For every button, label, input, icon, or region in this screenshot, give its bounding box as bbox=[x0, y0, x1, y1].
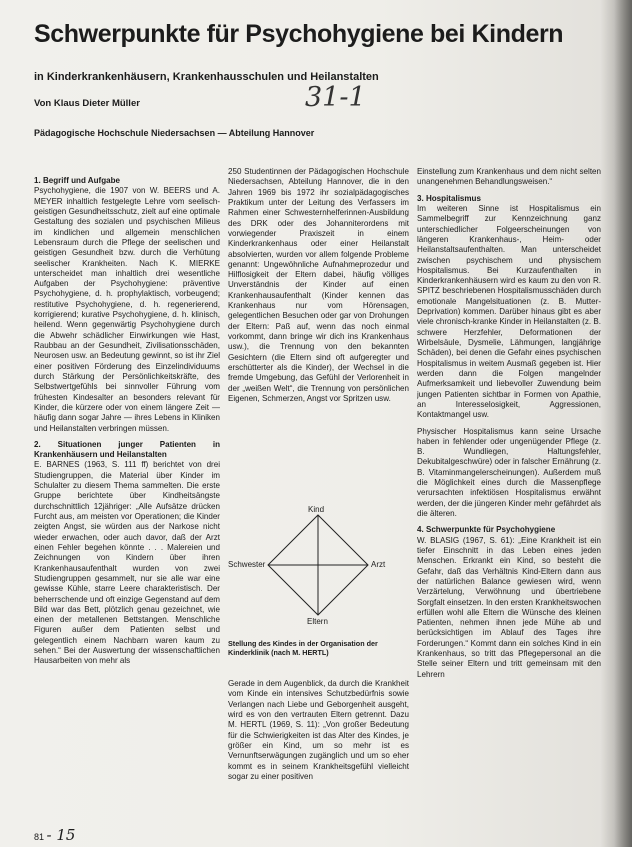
section-1-text: Psychohygiene, die 1907 von W. BEERS und A. MEYER inhaltlich festgelegte Lehre vom seelisch-geistigen Gesundheitsschutz, zielt auf eine optimale Gestaltung des sozialen und psychischen Milieus im kindlichen und allgemein menschlichen Lebensraum durch die Pflege der seelischen und geistigen Gesundheit bzw. durch die Verhütung seelischer Krankheiten. Nach K. MIERKE unterscheidet man inhaltlich drei wesentliche Aufgaben der Psychohygiene: präventive Psychohygiene, d. h. prophylaktisch, vorbeugend; restitutive Psychohygiene, d. h. regenerierend, korrigierend; kurative Psychohygiene, d. h. klinisch, heilend. Wenn gegenwärtig Psychohygiene durch die Abwehr schädlicher Einwirkungen wie Hast, Raubbau an der Gesundheit, Zivilisationsschäden, Neurosen usw. an Bedeutung gewinnt, so ist ihr Ziel einer positiven Förderung des Einzelindividuums durch Stärkung der Persönlichkeitskräfte, des Selbstwertgefühls bei sinnvoller Führung vom frühesten Kindesalter an besonders relevant für Kinder, die kürzere oder von einem längere Zeit — häufig dann sogar Jahre — ihres Lebens in Kliniken und Heilanstalten verbringen müssen. bbox=[34, 186, 220, 433]
column-2-lower-text: Gerade in dem Augenblick, da durch die Krankheit vom Kinde ein intensives Schutzbedürfnis sowie Verlangen nach Liebe und Geborgenheit ausgeht, wird es von den vertrauten Eltern getrennt. Dazu M. HERTL (1969, S. 11): „Von großer Bedeutung für die Schwierigkeiten ist das Alter des Kindes, je größer ein Kind, um so mehr ist es Vernunftserwägungen zugänglich und um so eher kommt es in seinem Krankheitsgefühl vielleicht sogar zu einer positiven bbox=[228, 679, 409, 781]
diagram-label-left: Schwester bbox=[228, 560, 266, 569]
affiliation-line: Pädagogische Hochschule Niedersachsen — Abteilung Hannover bbox=[34, 128, 315, 138]
section-3-text-2: Physischer Hospitalismus kann seine Ursache haben in fehlender oder ungenügender Pflege (z. B. Wundliegen, Haltungsfehler, Dekubitalgeschwüre) oder in falscher Ernährung (z. B. Vitaminmangelerscheinungen). Außerdem muß die Möglichkeit eines durch die Massenpflege verursachten infektiösen Hospitalismus erwähnt werden, der die jüngeren Kinder mehr gefährdet als die älteren. bbox=[417, 426, 601, 518]
section-1-heading: 1. Begriff und Aufgabe bbox=[34, 176, 120, 185]
section-2-text: E. BARNES (1963, S. 111 ff) berichtet von drei Studiengruppen, die Material über Kinder im Schulalter zu diesem Thema sammelten. Die erste Gruppe berichtete über Kindheitsängste durchschnittlich 12jähriger: „Alle Aufsätze drücken Furcht aus, am meisten vor Operationen; die Kinder zeigten Angst, sie würden aus der Narkose nicht wieder erwachen, oder auch davor, daß der Arzt einen Fehler begehen könnte . . . Malereien und Zeichnungen von Kindern über ihren Krankenhausaufenthalt wurden von zwei Studiengruppen gesammelt, nur sie alle war eine gewisse Kühle, starre Leere charakteristisch. Der beherrschende und oft einzige Gegenstand auf dem Bild war das Bett, plötzlich genau gezeichnet, wie einen der metallenen Bettstangen. Menschliche Figuren außer dem Patienten selbst und gelegentlich einem Nachbarn waren kaum zu sehen.“ Bei der Auswertung der wissenschaftlichen Hausarbeiten von mehr als bbox=[34, 460, 220, 666]
column-3 bbox=[417, 167, 601, 839]
page-number bbox=[34, 826, 75, 844]
diagram-label-top: Kind bbox=[308, 505, 325, 514]
diagram-label-bottom: Eltern bbox=[307, 617, 328, 626]
page-edge-shadow bbox=[614, 0, 632, 847]
section-3-heading: 3. Hospitalismus bbox=[417, 193, 481, 203]
diagram-label-right: Arzt bbox=[371, 560, 386, 569]
column-2-lower bbox=[228, 679, 409, 839]
column-1 bbox=[34, 176, 220, 836]
section-4-text: W. BLASIG (1967, S. 61): „Eine Krankheit ist ein tiefer Einschnitt in das Leben eines jeden Menschen. Erkrankt ein Kind, so besteht die Gefahr, daß das Verhältnis Kind-Eltern dann aus der natürlichen Balance gewiesen wird, wenn Verzärtelung, Verwöhnung und übertriebene Sorgfalt einsetzen. In den ersten Krankheitswochen erfüllen wohl alle Eltern die Wünsche des kleinen Patienten, nehmen ihnen jede Mühe ab und berücksichtigen im Ablauf des Tages ihre Forderungen.“ Kommt dann ein solches Kind in ein Krankenhaus, so tritt das Pflegepersonal an die Stelle seiner Eltern und tritt gemeinsam mit den Lehrern bbox=[417, 535, 601, 679]
author-line: Von Klaus Dieter Müller bbox=[34, 98, 140, 109]
page-number-printed: 81 bbox=[34, 832, 45, 842]
article-title: Schwerpunkte für Psychohygiene bei Kindern bbox=[34, 20, 564, 48]
column-3-intro-text: Einstellung zum Krankenhaus und dem nicht selten unangenehmen Behandlungsweisen.“ bbox=[417, 167, 601, 187]
organisation-diagram bbox=[228, 503, 409, 637]
article-subtitle: in Kinderkrankenhäusern, Krankenhausschulen und Heilanstalten bbox=[34, 71, 379, 83]
section-2-heading: 2. Situationen junger Patienten in Krankenhäusern und Heilanstalten bbox=[34, 439, 220, 460]
page-number-handwritten: - 15 bbox=[46, 826, 76, 844]
section-4-heading: 4. Schwerpunkte für Psychohygiene bbox=[417, 525, 556, 535]
section-3-text: Im weiteren Sinne ist Hospitalismus ein Sammelbegriff zur Kennzeichnung ganz unterschiedlicher Folgeerscheinungen von längeren Krankenhaus-, Heim- oder Heilanstaltsaufenthalten. Man unterscheidet zwischen psychischem und physischem Hospitalismus. Bei Kurzaufenthalten in Kinderkrankenhäusern wird es kaum zu den von R. SPITZ beschriebenen Hospitalismusschäden durch emotionale Mangelsituationen (z. B. Mutter-Deprivation) kommen. Darüber hinaus gibt es aber viele chronisch-kranke Kinder in Heilanstalten (z. B. schwere Herzfehler, Deformationen der Wirbelsäule, Dysmelie, Lähmungen, langjährige Schäden), bei denen die Gefahr eines psychischen Hospitalismus in weitem Ausmaß gegeben ist. Hier werden dann die Folgen mangelnder Aufmerksamkeit und liebevoller Zuwendung beim jungen Patienten sichtbar in Formen von Apathie, an Interesselosigkeit, Aggressionen, Kontaktmangel usw. bbox=[417, 203, 601, 420]
column-2 bbox=[228, 167, 409, 493]
handwritten-note: 31-1 bbox=[305, 82, 366, 113]
figure-caption: Stellung des Kindes in der Organisation der Kinderklinik (nach M. HERTL) bbox=[228, 639, 378, 657]
column-2-text: 250 Studentinnen der Pädagogischen Hochschule Niedersachsen, Abteilung Hannover, die in den Jahren 1969 bis 1972 ihr sozialpädagogisches Praktikum unter der Leitung des Verfassers im Rahmen einer Schwesternhelferinnen-Ausbildung des DRK oder des Johanniterordens mit vorwiegender Praxiszeit in einem Kinderkrankenhaus oder einer Heilanstalt absolvierten, wurden vor allem folgende Probleme genannt: Ungewöhnliche Aufnahmeprozedur und Hilflosigkeit der Eltern dabei, häufig völliges Unverständnis der Kinder auf einen Krankenhausaufenthalt (Kinder kennen das Krankenhaus nur vom Hörensagen, gelegentlichen Besuchen oder gar von Drohungen der Eltern: Paß auf, wenn das noch einmal vorkommt, dann bringe wir dich ins Krankenhaus usw.), die Trennung von den bekannten Gesichtern (die Eltern sind oft aufgeregter und erschütterter als die Kinder), der Wechsel in die fremde Umgebung, das Gefühl der Verlorenheit in der „weißen Welt“, die Trennung von persönlichen Eigenen, Schmerzen, Angst vor Spritzen usw. bbox=[228, 167, 409, 403]
